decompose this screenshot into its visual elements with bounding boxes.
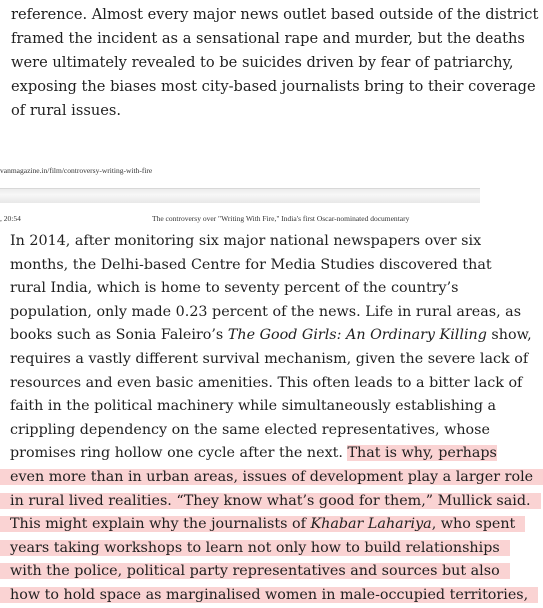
text-run: , who spent (431, 516, 516, 533)
text-run: books such as Sonia Faleiro’s (10, 327, 228, 344)
text-line: In 2014, after monitoring six major national newspapers over six (10, 233, 482, 249)
page-header-title: The controversy over "Writing With Fire," India's first Oscar-nominated documentary (152, 214, 410, 223)
page-footer-url: vanmagazine.in/film/controversy-writing-with-fire (0, 166, 153, 175)
text-run: promises ring hollow one cycle after the next. (10, 445, 348, 462)
text-line: exposing the biases most city-based journalists bring to their coverage (11, 78, 536, 95)
text-line: rural India, which is home to seventy percent of the country’s (10, 280, 459, 297)
text-line: reference. Almost every major news outlet based outside of the district (11, 6, 539, 23)
highlighted-text (0, 516, 525, 532)
highlighted-text: That is why, perhaps (347, 445, 497, 462)
highlighted-line (10, 490, 531, 514)
highlighted-text: how to hold space as marginalised women in male-occupied territories, (0, 587, 538, 603)
text-line: requires a vastly different survival mechanism, given the severe lack of (10, 350, 529, 367)
text-line: framed the incident as a sensational rape and murder, but the deaths (11, 30, 525, 47)
text-line: crippling dependency on the same elected representatives, whose (10, 421, 490, 438)
text-line: of rural issues. (11, 102, 121, 119)
publication-title: Khabar Lahariya (310, 516, 432, 533)
highlighted-line (10, 584, 529, 608)
highlighted-text: in rural lived realities. “They know what’s good for them,” Mullick said. (0, 493, 541, 509)
book-title: The Good Girls: An Ordinary Killing (227, 327, 487, 344)
text-line: months, the Delhi-based Centre for Media Studies discovered that (10, 256, 492, 273)
text-line: faith in the political machinery while simultaneously establishing a (10, 398, 497, 415)
text-line (10, 442, 497, 466)
body-paragraph-top (11, 3, 539, 123)
text-line: resources and even basic amenities. This often leads to a bitter lack of (10, 374, 523, 391)
highlighted-text: with the police, political party representatives and sources but also (0, 563, 510, 579)
highlighted-line (10, 537, 500, 561)
highlighted-line (10, 560, 500, 584)
highlighted-line (10, 513, 516, 537)
highlighted-text: years taking workshops to learn not only how to build relationships (0, 540, 510, 556)
highlighted-text: even more than in urban areas, issues of development play a larger role (0, 469, 543, 485)
text-line: were ultimately revealed to be suicides driven by fear of patriarchy, (11, 54, 514, 71)
document-page-top (0, 0, 539, 190)
text-run: show, (486, 327, 532, 344)
text-line: population, only made 0.23 percent of the news. Life in rural areas, as (10, 303, 522, 320)
page-divider (0, 188, 480, 204)
body-paragraph-main (10, 230, 534, 608)
highlighted-line (10, 466, 534, 490)
page-header-timestamp: , 20:54 (0, 214, 21, 223)
text-run: This might explain why the journalists of (10, 516, 311, 533)
text-line (10, 324, 532, 348)
